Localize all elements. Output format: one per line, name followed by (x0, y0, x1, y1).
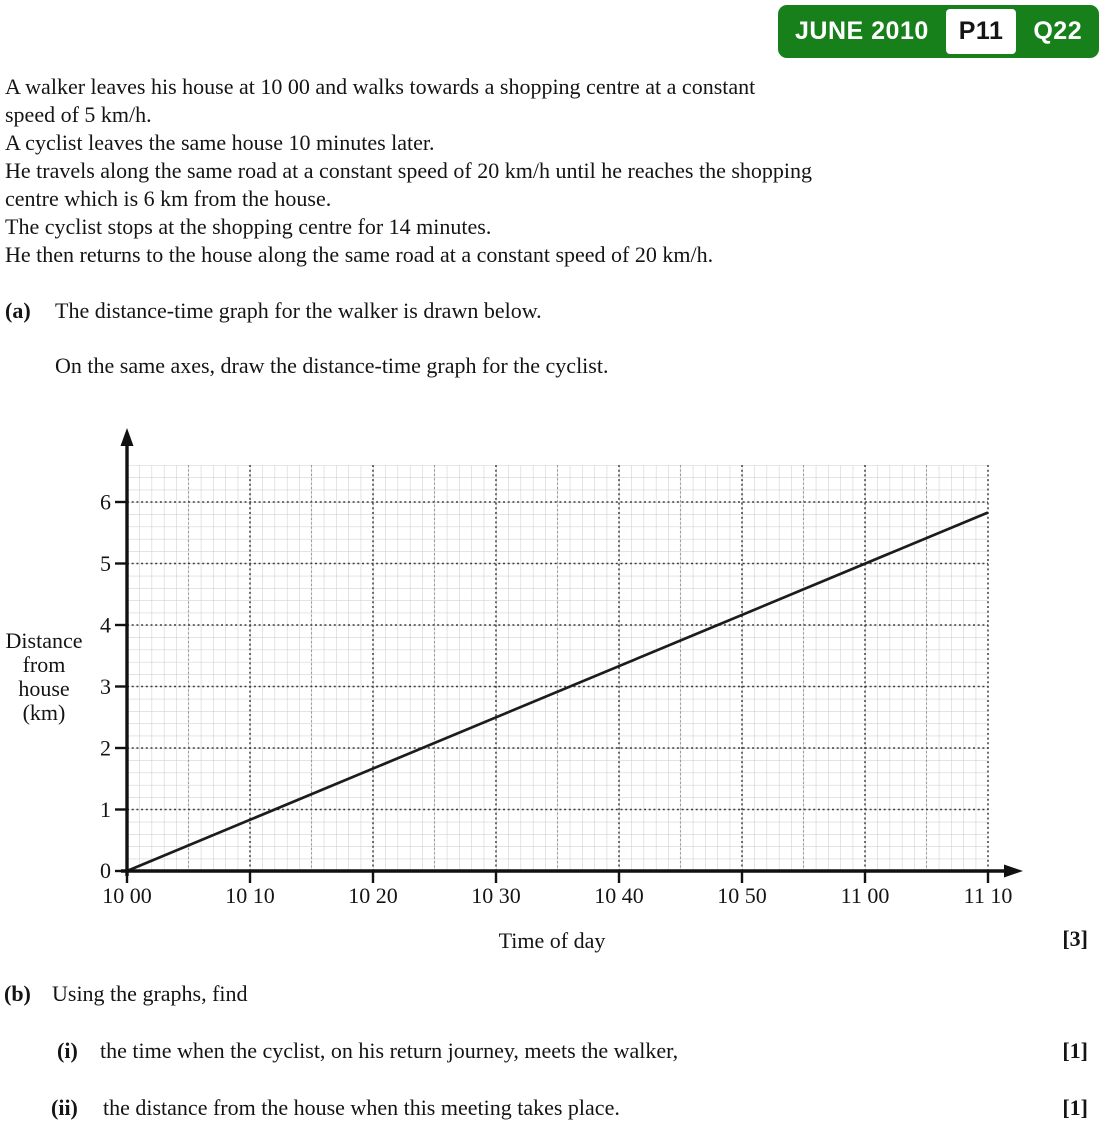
y-tick-label-4: 4 (100, 612, 111, 638)
svg-text:from: from (22, 652, 66, 677)
part-a-label: (a) (5, 298, 31, 323)
marks-b-i: [1] (1062, 1038, 1088, 1063)
intro-line: The cyclist stops at the shopping centre for 14 minutes. (5, 214, 492, 239)
part-b-i-label: (i) (57, 1038, 78, 1063)
intro-line: He then returns to the house along the same road at a constant speed of 20 km/h. (5, 242, 714, 267)
marks-b-ii: [1] (1062, 1095, 1088, 1120)
y-axis-title (6, 628, 83, 725)
part-b-i-text: the time when the cyclist, on his return journey, meets the walker, (100, 1038, 679, 1063)
intro-line: centre which is 6 km from the house. (5, 186, 332, 211)
intro-line: He travels along the same road at a constant speed of 20 km/h until he reaches the shopping (5, 158, 813, 183)
x-tick-label-6: 11 00 (840, 883, 890, 908)
badge-paper: P11 (958, 17, 1004, 45)
part-b-stem: Using the graphs, find (52, 981, 248, 1006)
marks-a: [3] (1062, 926, 1088, 951)
svg-text:(km): (km) (22, 700, 66, 725)
svg-text:house: house (18, 676, 70, 701)
x-tick-label-7: 11 10 (963, 883, 1013, 908)
part-a-line2: On the same axes, draw the distance-time graph for the cyclist. (55, 353, 609, 378)
part-b-label: (b) (4, 981, 31, 1006)
y-tick-label-3: 3 (100, 674, 111, 699)
y-tick-label-6: 6 (100, 489, 111, 515)
intro-line: A cyclist leaves the same house 10 minutes later. (5, 130, 435, 155)
x-ticks (127, 871, 988, 883)
x-axis-title: Time of day (498, 928, 606, 953)
part-b-ii-text: the distance from the house when this meeting takes place. (103, 1095, 620, 1120)
x-tick-label-2: 10 20 (348, 883, 398, 908)
intro-line: A walker leaves his house at 10 00 and walks towards a shopping centre at a constant (5, 74, 756, 99)
x-tick-label-1: 10 10 (225, 883, 275, 908)
x-axis-arrow (1004, 865, 1023, 878)
badge-question: Q22 (1033, 17, 1083, 45)
part-b-ii-label: (ii) (51, 1095, 78, 1120)
badge-session: JUNE 2010 (795, 17, 929, 45)
x-tick-label-5: 10 50 (717, 883, 767, 908)
y-tick-label-2: 2 (100, 735, 111, 761)
x-tick-label-3: 10 30 (471, 883, 521, 908)
y-tick-label-1: 1 (100, 797, 111, 822)
intro-line: speed of 5 km/h. (5, 102, 152, 127)
badge-paper-box (946, 9, 1017, 54)
y-tick-label-5: 5 (100, 551, 111, 576)
y-axis-arrow (121, 428, 134, 446)
x-tick-label-0: 10 00 (102, 883, 152, 908)
x-tick-label-4: 10 40 (594, 883, 644, 908)
distance-time-chart (0, 425, 1100, 980)
svg-text:Distance: Distance (5, 628, 83, 653)
exam-badge (778, 5, 1099, 58)
intro-paragraph (5, 73, 812, 269)
part-a-line1: The distance-time graph for the walker is drawn below. (55, 298, 542, 323)
y-tick-label-0: 0 (100, 858, 111, 883)
